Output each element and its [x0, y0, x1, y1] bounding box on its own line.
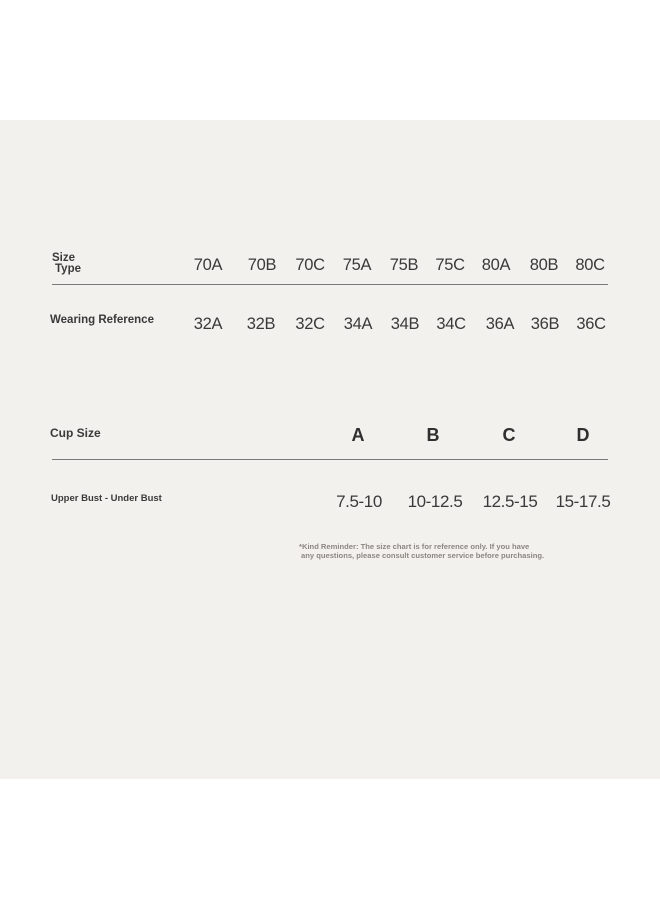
type-label: Type: [55, 263, 81, 275]
ref-cell: 34C: [436, 315, 466, 333]
size-cell: 70B: [247, 256, 277, 274]
size-type-label: [52, 253, 81, 275]
range-cell: 12.5-15: [482, 492, 538, 511]
size-cell: 80C: [575, 256, 605, 274]
ref-cell: 34B: [390, 315, 420, 333]
cup-cell: A: [351, 425, 365, 445]
size-cell: 75C: [435, 256, 465, 274]
ref-cell: 32C: [295, 315, 325, 333]
ref-cell: 32B: [246, 315, 276, 333]
size-header-divider: [52, 284, 608, 285]
range-cell: 10-12.5: [407, 492, 463, 511]
wearing-reference-label: Wearing Reference: [50, 314, 154, 326]
size-label: Size: [52, 252, 76, 264]
ref-cell: 36B: [530, 315, 560, 333]
cup-cell: B: [426, 425, 440, 445]
bust-difference-label: Upper Bust - Under Bust: [51, 493, 162, 504]
size-cell: 80B: [529, 256, 559, 274]
kind-reminder-note: [299, 542, 599, 560]
reminder-line-2: any questions, please consult customer service before purchasing.: [301, 551, 545, 560]
size-cell: 70C: [295, 256, 325, 274]
ref-cell: 34A: [343, 315, 373, 333]
cup-header-divider: [52, 459, 608, 460]
size-cell: 80A: [481, 256, 511, 274]
cup-cell: C: [502, 425, 516, 445]
cup-cell: D: [576, 425, 590, 445]
reminder-line-1: *Kind Reminder: The size chart is for reference only. If you have: [299, 542, 530, 551]
size-cell: 75A: [342, 256, 372, 274]
size-cell: 75B: [389, 256, 419, 274]
range-cell: 15-17.5: [555, 492, 611, 511]
ref-cell: 36C: [576, 315, 606, 333]
ref-cell: 32A: [193, 315, 223, 333]
size-chart-panel: [0, 120, 660, 779]
ref-cell: 36A: [485, 315, 515, 333]
size-cell: 70A: [193, 256, 223, 274]
cup-size-label: Cup Size: [50, 426, 101, 440]
range-cell: 7.5-10: [336, 492, 382, 511]
